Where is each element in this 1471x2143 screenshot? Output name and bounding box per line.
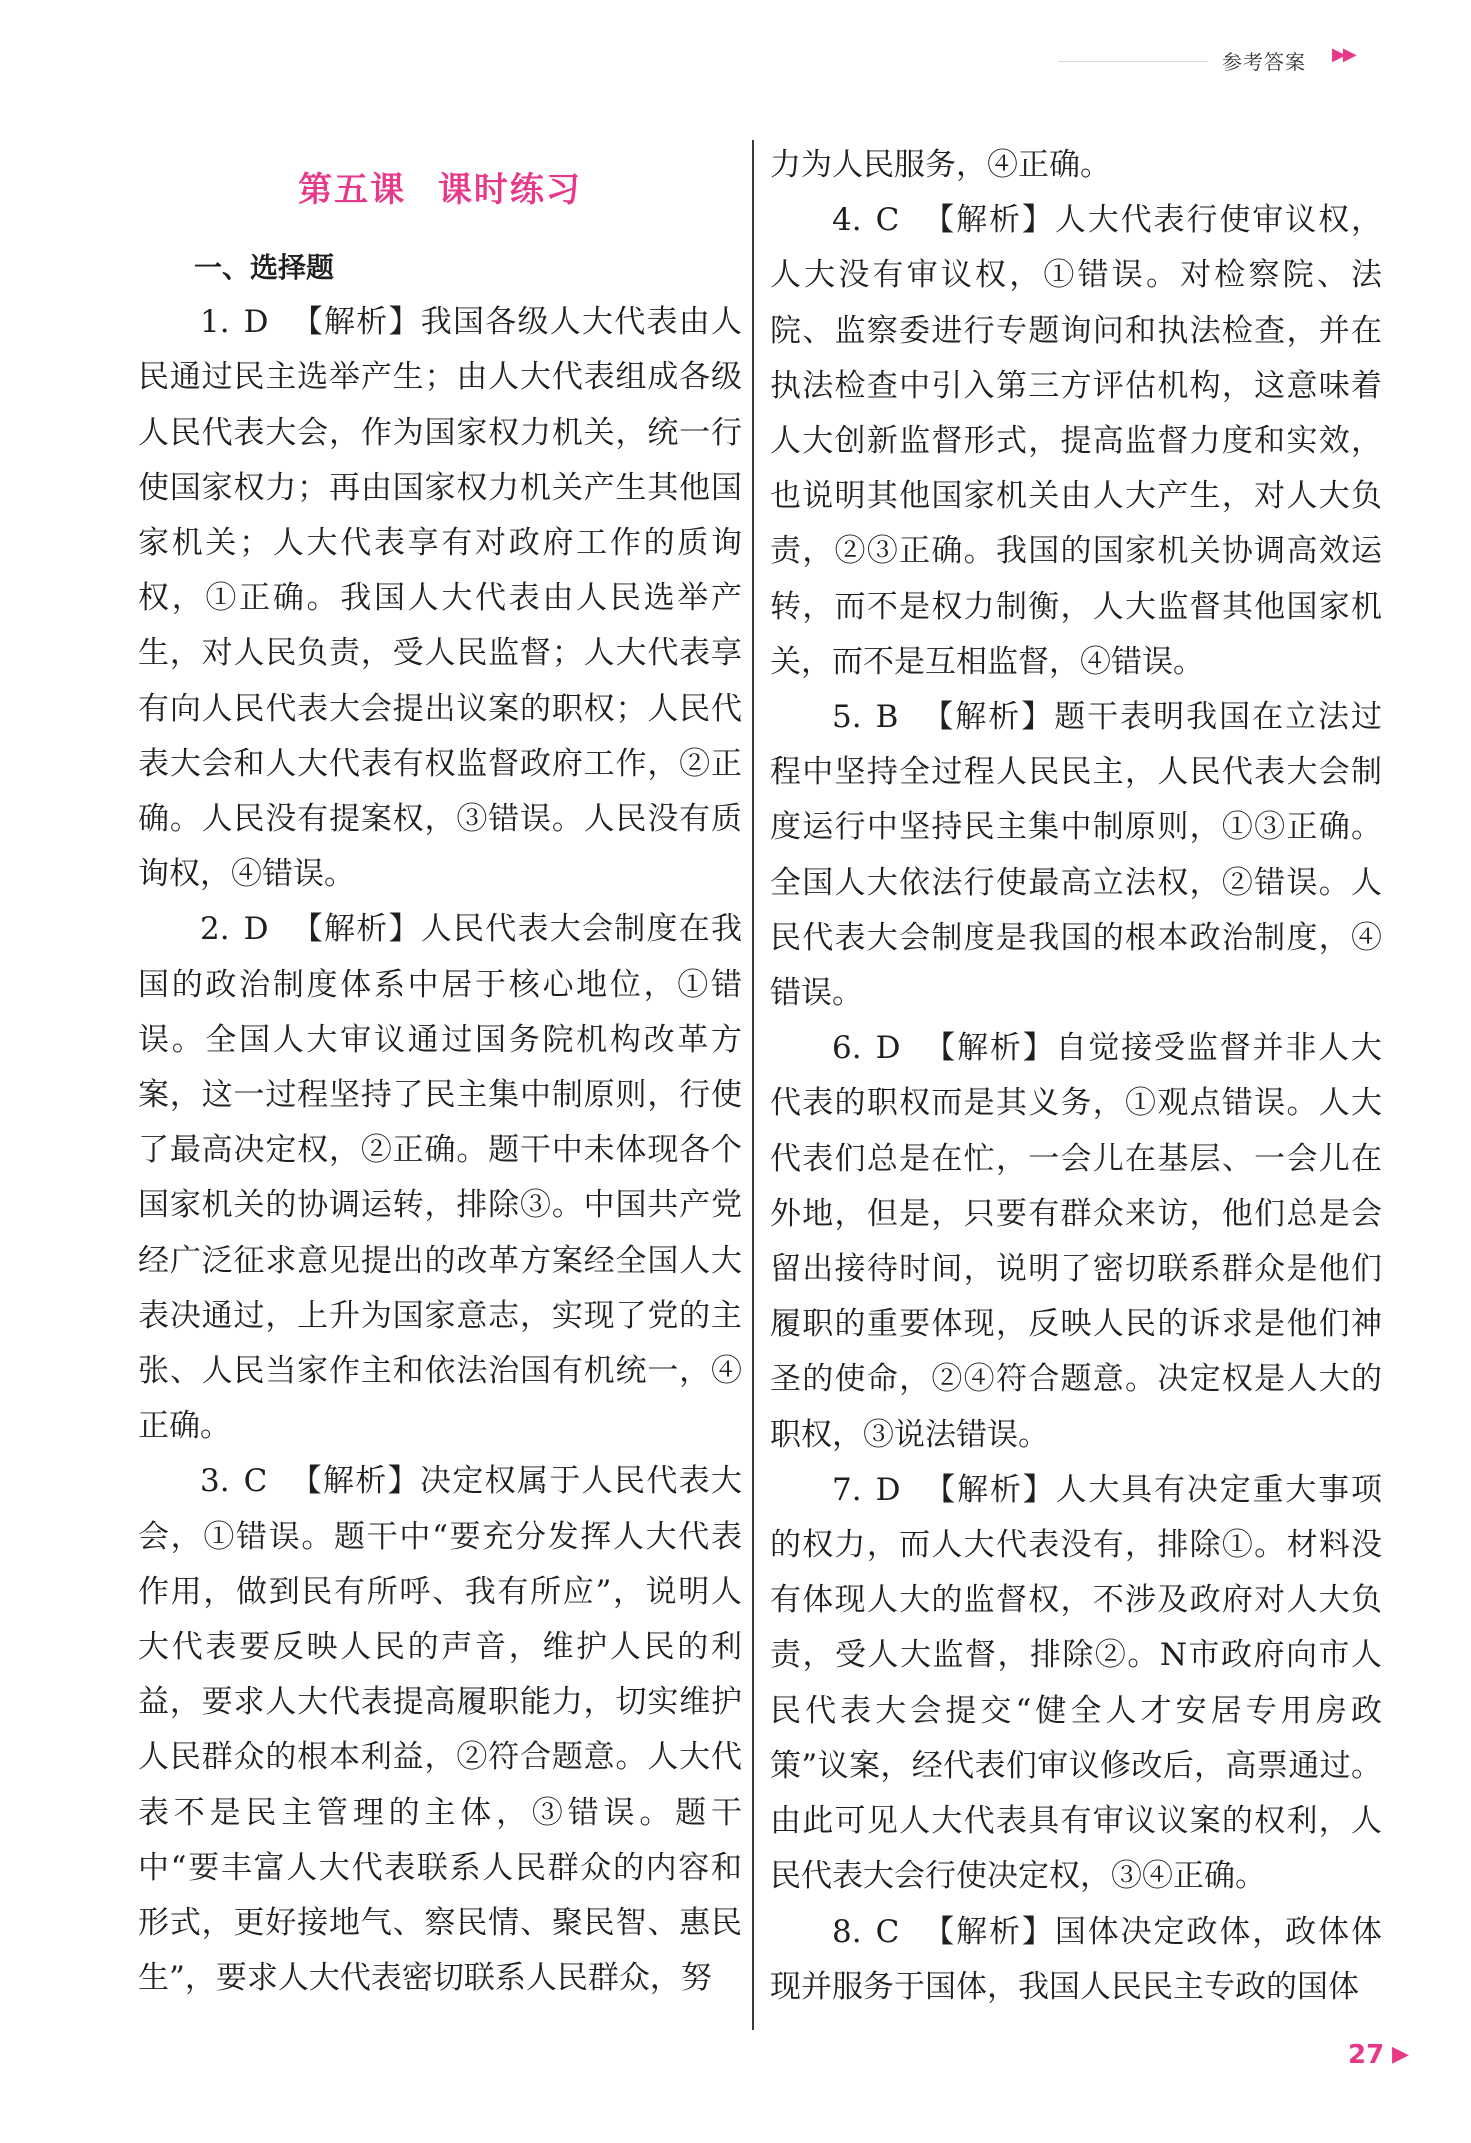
answer-letter: B (875, 699, 899, 736)
section-heading: 一、选择题 (194, 251, 335, 284)
answer-letter: D (875, 1030, 901, 1067)
answer-item (138, 902, 742, 1454)
question-number: 5. (832, 699, 862, 736)
question-number: 2. (200, 911, 230, 948)
lesson-title: 第五课 课时练习 (298, 170, 582, 210)
answer-letter: D (243, 304, 269, 341)
answer-item (138, 1454, 742, 2006)
answer-letter: C (875, 1913, 900, 1950)
answer-item (770, 1021, 1382, 1463)
answer-explanation: 【解析】人大代表行使审议权，人大没有审议权，①错误。对检察院、法院、监察委进行专题询问和执法检查，并在执法检查中引入第三方评估机构，这意味着人大创新监督形式，提高监督力度和实效，也说明其他国家机关由人大产生，对人大负责，②③正确。我国的国家机关协调高效运转，而不是权力制衡，人大监督其他国家机关，而不是互相监督，④错误。 (770, 202, 1382, 680)
answer-explanation: 【解析】国体决定政体，政体体现并服务于国体，我国人民民主专政的国体 (770, 1913, 1382, 2005)
answer-explanation: 【解析】自觉接受监督并非人大代表的职权而是其义务，①观点错误。人大代表们总是在忙，一会儿在基层、一会儿在外地，但是，只要有群众来访，他们总是会留出接待时间，说明了密切联系群众是他们履职的重要体现，反映人民的诉求是他们神圣的使命，②④符合题意。决定权是人大的职权，③说法错误。 (770, 1030, 1382, 1453)
page-arrow-icon: ▶ (1392, 2042, 1409, 2067)
question-number: 1. (200, 304, 230, 341)
answer-explanation: 【解析】人民代表大会制度在我国的政治制度体系中居于核心地位，①错误。全国人大审议通过国务院机构改革方案，这一过程坚持了民主集中制原则，行使了最高决定权，②正确。题干中未体现各个国家机关的协调运转，排除③。中国共产党经广泛征求意见提出的改革方案经全国人大表决通过，上升为国家意志，实现了党的主张、人民当家作主和依法治国有机统一，④正确。 (138, 911, 742, 1445)
answer-letter: C (243, 1463, 268, 1500)
column-divider (752, 140, 754, 2030)
question-number: 4. (832, 202, 862, 239)
right-column (770, 138, 1382, 2015)
question-number: 6. (832, 1030, 862, 1067)
page-number: 27 (1348, 2040, 1385, 2070)
answer-explanation: 【解析】我国各级人大代表由人民通过民主选举产生；由人大代表组成各级人民代表大会，作为国家权力机关，统一行使国家权力；再由国家权力机关产生其他国家机关；人大代表享有对政府工作的质询权，①正确。我国人大代表由人民选举产生，对人民负责，受人民监督；人大代表享有向人民代表大会提出议案的职权；人民代表大会和人大代表有权监督政府工作，②正确。人民没有提案权，③错误。人民没有质询权，④错误。 (138, 304, 742, 893)
answer-item (138, 295, 742, 902)
left-column (138, 162, 742, 2007)
continued-text: 力为人民服务，④正确。 (770, 147, 1111, 183)
header-label: 参考答案 (1222, 50, 1306, 74)
answer-item (770, 193, 1382, 690)
answer-explanation: 【解析】题干表明我国在立法过程中坚持全过程人民民主，人民代表大会制度运行中坚持民主集中制原则，①③正确。全国人大依法行使最高立法权，②错误。人民代表大会制度是我国的根本政治制度，④错误。 (770, 699, 1382, 1012)
answer-item (770, 1905, 1382, 2015)
answer-letter: D (243, 911, 269, 948)
answer-explanation: 【解析】人大具有决定重大事项的权力，而人大代表没有，排除①。材料没有体现人大的监督权，不涉及政府对人大负责，受人大监督，排除②。N市政府向市人民代表大会提交“健全人才安居专用房政策”议案，经代表们审议修改后，高票通过。由此可见人大代表具有审议议案的权利，人民代表大会行使决定权，③④正确。 (770, 1471, 1382, 1895)
answer-letter: C (875, 202, 900, 239)
answer-letter: D (875, 1471, 901, 1508)
answer-explanation: 【解析】决定权属于人民代表大会，①错误。题干中“要充分发挥人大代表作用，做到民有所呼、我有所应”，说明人大代表要反映人民的声音，维护人民的利益，要求人大代表提高履职能力，切实维护人民群众的根本利益，②符合题意。人大代表不是民主管理的主体，③错误。题干中“要丰富人大代表联系人民群众的内容和形式，更好接地气、察民情、聚民智、惠民生”，要求人大代表密切联系人民群众，努 (138, 1463, 742, 1997)
answer-item (770, 690, 1382, 1021)
question-number: 3. (200, 1463, 230, 1500)
question-number: 8. (832, 1913, 862, 1950)
header-rule (1058, 61, 1208, 62)
header-arrows-icon: ▶▶ (1332, 44, 1354, 65)
answer-item (770, 1463, 1382, 1905)
question-number: 7. (832, 1471, 862, 1508)
